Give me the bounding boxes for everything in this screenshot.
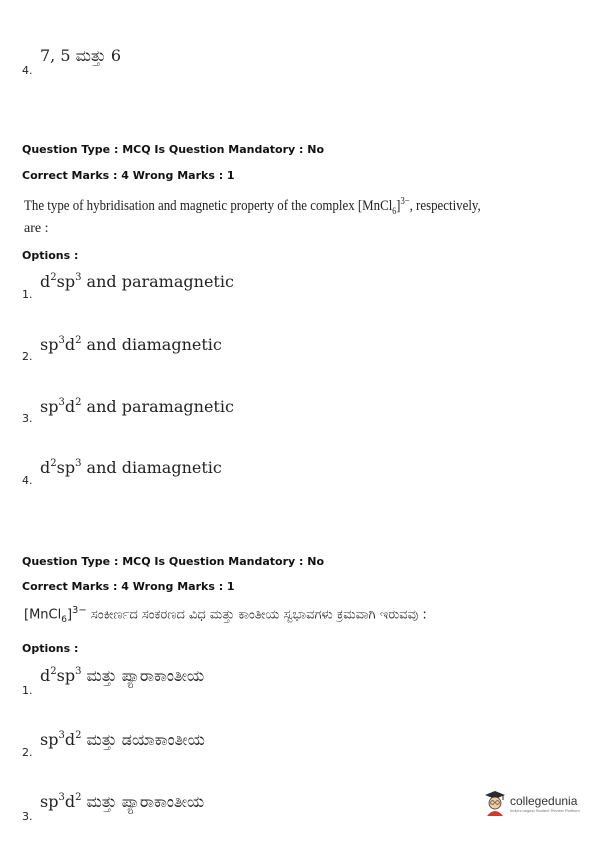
q1-type-line: Question Type : MCQ Is Question Mandatory : No — [22, 143, 325, 156]
q2-marks-line: Correct Marks : 4 Wrong Marks : 1 — [22, 580, 235, 593]
q1-option-2-number: 2. — [22, 350, 33, 363]
logo-tagline: India's largest Student Review Platform — [510, 807, 580, 813]
q2-option-1[interactable]: $d^2sp^3$ ಮತ್ತು ಪ್ಯಾರಾಕಾಂತೀಯ — [40, 666, 205, 685]
q2-options-label: Options : — [22, 642, 79, 655]
q1-marks-line: Correct Marks : 4 Wrong Marks : 1 — [22, 169, 235, 182]
q1-question-text-line2: are : — [24, 221, 49, 236]
collegedunia-logo — [484, 790, 580, 816]
q1-option-1-number: 1. — [22, 288, 33, 301]
prev-option-4-text: 7, 5 ಮತ್ತು 6 — [40, 46, 122, 65]
q2-type-line: Question Type : MCQ Is Question Mandatory : No — [22, 555, 325, 568]
q1-option-4-number: 4. — [22, 474, 33, 487]
q1-options-label: Options : — [22, 249, 79, 262]
q2-option-3[interactable]: $sp^3d^2$ ಮತ್ತು ಪ್ಯಾರಾಕಾಂತೀಯ — [40, 792, 205, 811]
q2-option-3-number: 3. — [22, 810, 33, 823]
q1-option-4[interactable]: $d^2sp^3$ and diamagnetic — [40, 458, 222, 477]
q2-option-2-number: 2. — [22, 746, 33, 759]
q1-option-3-number: 3. — [22, 412, 33, 425]
logo-name: collegedunia — [510, 793, 578, 808]
q2-option-1-number: 1. — [22, 684, 33, 697]
q1-option-1[interactable]: $d^2sp^3$ and paramagnetic — [40, 272, 234, 291]
q1-option-3[interactable]: $sp^3d^2$ and paramagnetic — [40, 397, 234, 416]
prev-option-4-number: 4. — [22, 64, 33, 77]
q2-option-2[interactable]: $sp^3d^2$ ಮತ್ತು ಡಯಾಕಾಂತೀಯ — [40, 730, 205, 749]
student-mascot-icon — [484, 790, 506, 816]
q2-question-text: [MnCl$_6$]$^{3-}$ ಸಂಕೀರ್ಣದ ಸಂಕರಣದ ವಿಧ ಮತ್ತು ಕಾಂತೀಯ ಸ್ವಭಾವಗಳು ಕ್ರಮವಾಗಿ ಇರುವವು : — [24, 605, 427, 625]
q1-question-text: The type of hybridisation and magnetic property of the complex [MnCl$_6$]$^{3-}$, respectively, — [24, 196, 481, 216]
q1-option-2[interactable]: $sp^3d^2$ and diamagnetic — [40, 335, 222, 354]
